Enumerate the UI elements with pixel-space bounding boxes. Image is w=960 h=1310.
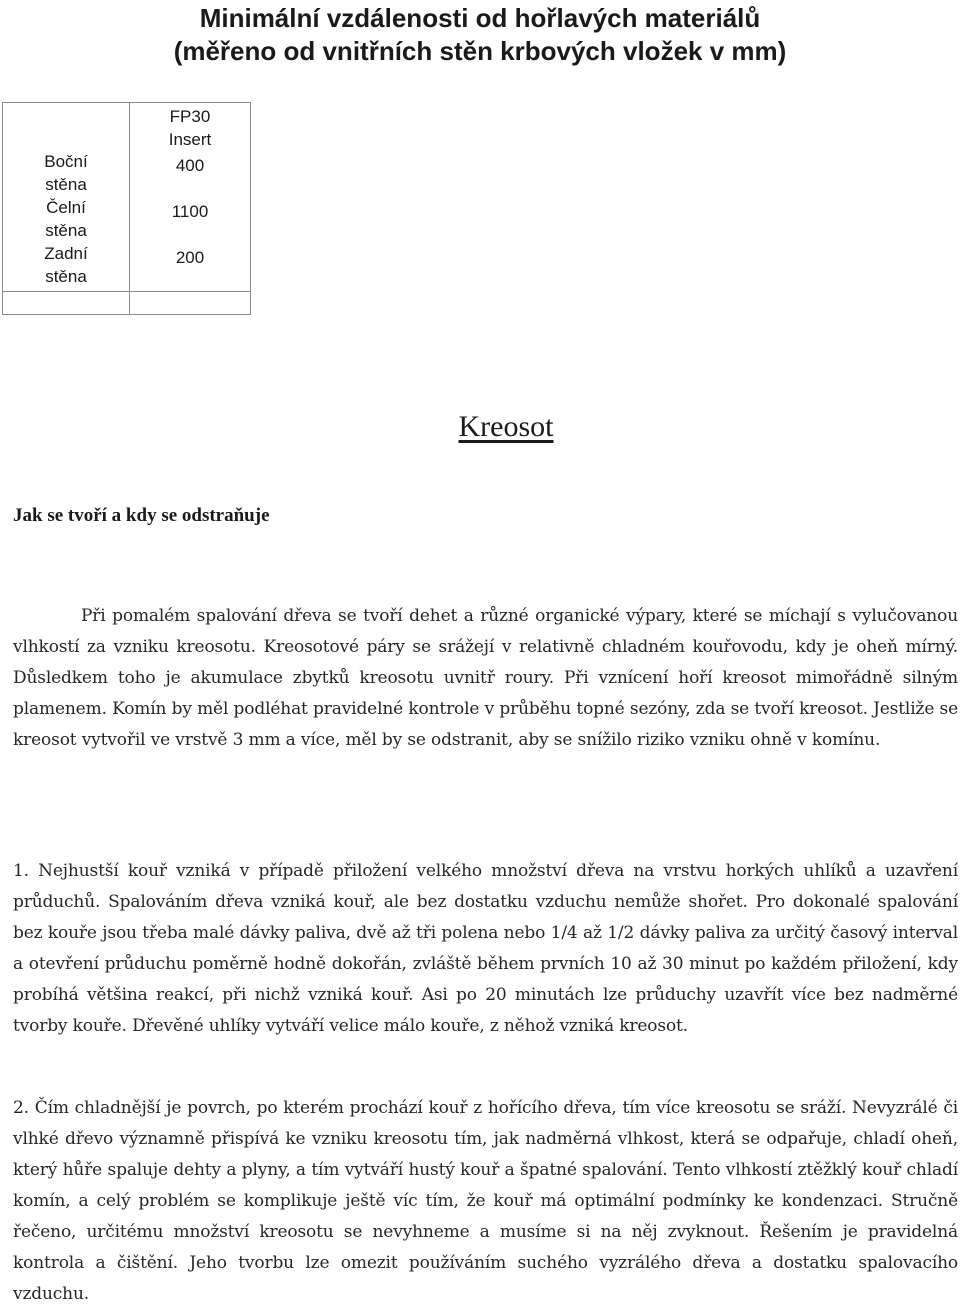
- section-heading: Kreosot: [458, 410, 554, 443]
- row-label-side-wall: Boční stěna: [44, 152, 88, 194]
- distance-table: [2, 102, 251, 315]
- value-front-wall: [130, 197, 250, 243]
- table-row: [3, 103, 251, 292]
- page-title-line-2: (měřeno od vnitřních stěn krbových vložek v mm): [173, 36, 787, 66]
- page-title-line-1: Minimální vzdálenosti od hořlavých materiálů: [199, 3, 761, 33]
- row-label-front-wall: Čelní stěna: [45, 198, 87, 240]
- page-title: [0, 2, 960, 68]
- point-1-paragraph: 1. Nejhustší kouř vzniká v případě přiložení velkého množství dřeva na vrstvu horkých uhlíků a uzavření průduchů. Spalováním dřeva vzniká kouř, ale bez dostatku vzduchu nemůže shořet. Pro dokonalé spalování bez kouře jsou třeba malé dávky paliva, dvě až tři polena nebo 1/4 až 1/2 dávky paliva za určitý časový interval a otevření průduchu poměrně hodně dokořán, zvláště během prvních 10 až 30 minut po každém přiložení, kdy probíhá většina reakcí, při nichž vzniká kouř. Asi po 20 minutách lze průduchy uzavřít více bez nadměrné tvorby kouře. Dřevěné uhlíky vytváří velice málo kouře, z něhož vzniká kreosot.: [13, 861, 958, 1036]
- table-row-empty: [3, 292, 251, 315]
- column-header: FP30 Insert: [168, 107, 212, 149]
- empty-cell: [130, 292, 251, 315]
- row-label-back-wall: Zadní stěna: [44, 244, 88, 286]
- values-cell: [130, 103, 251, 292]
- section-subheading: Jak se tvoří a kdy se odstraňuje: [13, 505, 270, 526]
- value-back-wall-text: 200: [175, 248, 205, 267]
- value-side-wall-text: 400: [175, 156, 205, 175]
- empty-cell: [3, 292, 130, 315]
- row-labels-cell: [3, 103, 130, 292]
- intro-paragraph: Při pomalém spalování dřeva se tvoří dehet a různé organické výpary, které se míchají s vylučovanou vlhkostí za vzniku kreosotu. Kreosotové páry se srážejí v relativně chladném kouřovodu, kdy je oheň mírný. Důsledkem toho je akumulace zbytků kreosotu uvnitř roury. Při vznícení hoří kreosot mimořádně silným plamenem. Komín by měl podléhat pravidelné kontrole v průběhu topné sezóny, zda se tvoří kreosot. Jestliže se kreosot vytvořil ve vrstvě 3 mm a více, měl by se odstranit, aby se snížilo riziko vzniku ohně v komínu.: [13, 606, 958, 750]
- value-side-wall: [130, 151, 250, 197]
- value-back-wall: [130, 243, 250, 289]
- point-2-paragraph: 2. Čím chladnější je povrch, po kterém prochází kouř z hořícího dřeva, tím více kreosotu se sráží. Nevyzrálé či vlhké dřevo významně přispívá ke vzniku kreosotu tím, jak nadměrná vlhkost, která se odpařuje, chladí oheň, který hůře spaluje dehty a plyny, a tím vytváří hustý kouř a špatné spalování. Tento vlhkostí ztěžklý kouř chladí komín, a celý problém se komplikuje ještě víc tím, že kouř má optimální podmínky ke kondenzaci. Stručně řečeno, určitému množství kreosotu se nevyhneme a musíme si na něj zvyknout. Řešením je pravidelná kontrola a čištění. Jeho tvorbu lze omezit používáním suchého vyzrálého dřeva a dostatku spalovacího vzduchu.: [13, 1098, 958, 1304]
- value-front-wall-text: 1100: [171, 202, 209, 221]
